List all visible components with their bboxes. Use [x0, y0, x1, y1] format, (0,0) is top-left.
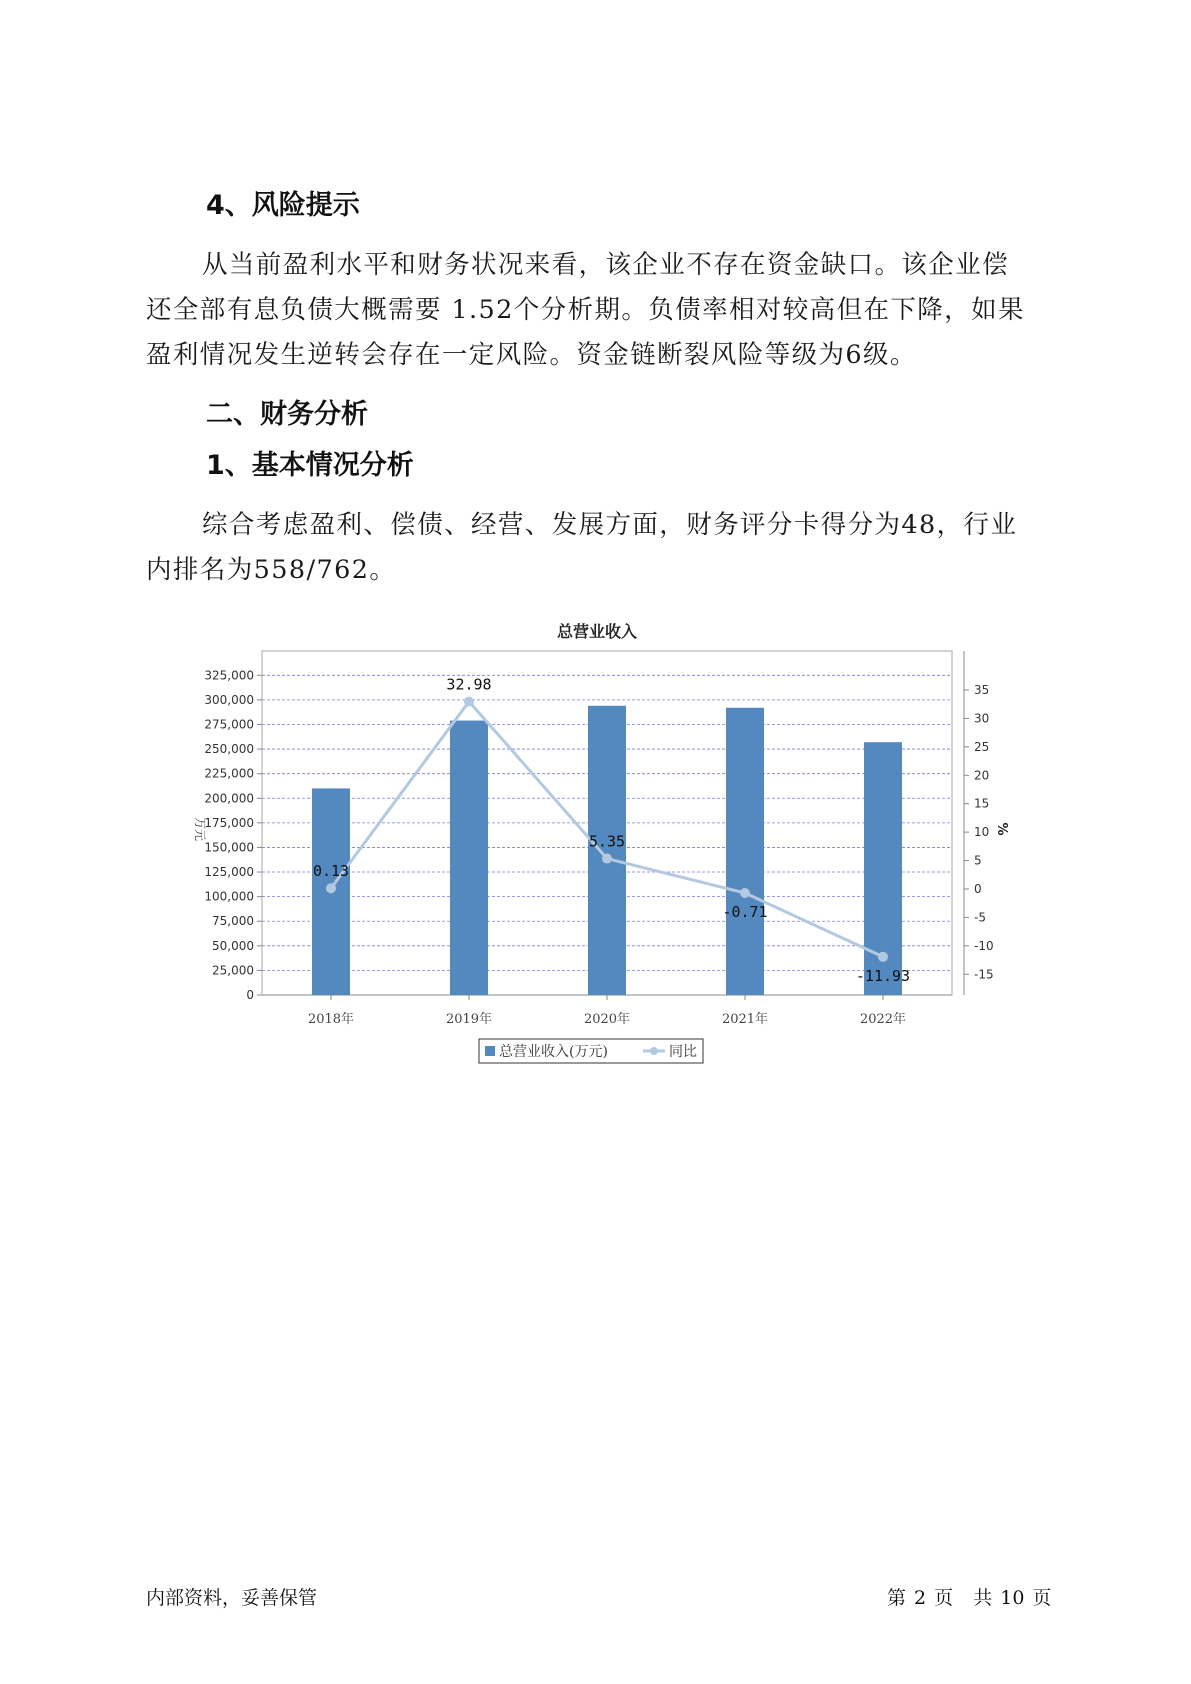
total-label-post: 页: [1032, 1587, 1052, 1609]
page-label-mid: 页: [934, 1587, 954, 1609]
yoy-data-label: 5.35: [588, 832, 626, 851]
yoy-point-4: [878, 952, 888, 962]
yoy-point-3: [740, 888, 750, 898]
y2-tick-label: -5: [974, 910, 986, 925]
legend-bar-label: 总营业收入(万元): [499, 1044, 608, 1060]
y-axis-title: 万元: [193, 816, 207, 842]
total-label-pre: 共: [973, 1587, 993, 1609]
total-pages: 10: [1000, 1587, 1025, 1609]
y2-tick-label: 15: [974, 796, 990, 811]
basic-paragraph: [146, 503, 1066, 593]
basic-heading: 1、基本情况分析: [206, 450, 414, 481]
y-tick-label: 275,000: [204, 717, 254, 732]
y-tick-label: 150,000: [204, 840, 254, 855]
legend-line-label: 同比: [669, 1044, 697, 1060]
y-tick-label: 75,000: [212, 914, 254, 929]
y2-tick-label: 20: [974, 768, 990, 783]
y2-tick-label: 5: [974, 853, 982, 868]
finance-heading: 二、财务分析: [206, 399, 368, 430]
x-tick-label: 2021年: [721, 1012, 769, 1027]
y2-tick-label: 35: [974, 683, 990, 698]
yoy-data-label: 0.13: [312, 862, 350, 881]
basic-line-2: 内排名为558/762。: [146, 555, 397, 585]
y-tick-label: 300,000: [204, 692, 254, 707]
y2-tick-label: -10: [974, 938, 994, 953]
y-tick-label: 325,000: [204, 668, 254, 683]
yoy-data-label: -11.93: [855, 966, 911, 985]
legend-line-marker: [650, 1047, 658, 1055]
x-tick-label: 2022年: [859, 1012, 907, 1027]
page-label-pre: 第: [887, 1587, 907, 1609]
yoy-data-label: -0.71: [722, 903, 768, 922]
footer-page-info: [883, 1583, 1055, 1610]
y2-tick-label: -15: [974, 967, 994, 982]
yoy-point-2: [602, 854, 612, 864]
y-tick-label: 225,000: [204, 766, 254, 781]
chart-title: 总营业收入: [556, 622, 638, 641]
yoy-point-1: [464, 696, 474, 706]
y-tick-label: 125,000: [204, 865, 254, 880]
x-tick-label: 2019年: [445, 1012, 493, 1027]
page-number: 2: [914, 1587, 927, 1609]
risk-paragraph: [146, 243, 1066, 378]
risk-heading: 4、风险提示: [206, 190, 360, 221]
x-tick-label: 2018年: [307, 1012, 355, 1027]
yoy-data-label: 32.98: [446, 675, 492, 694]
legend-bar-swatch: [485, 1046, 495, 1056]
bar-1: [450, 721, 488, 995]
risk-line-2: 还全部有息负债大概需要 1.52个分析期。负债率相对较高但在下降，如果: [146, 295, 1025, 325]
risk-line-1: 从当前盈利水平和财务状况来看，该企业不存在资金缺口。该企业偿: [202, 250, 1010, 280]
y2-tick-label: 30: [974, 711, 990, 726]
y-tick-label: 100,000: [204, 889, 254, 904]
y-tick-label: 175,000: [204, 815, 254, 830]
yoy-point-0: [326, 883, 336, 893]
y2-tick-label: 25: [974, 739, 990, 754]
y2-tick-label: 0: [974, 881, 982, 896]
y-tick-label: 25,000: [212, 963, 254, 978]
y-tick-label: 200,000: [204, 791, 254, 806]
bar-3: [726, 708, 764, 995]
y-tick-label: 50,000: [212, 938, 254, 953]
y2-axis-title: %: [994, 822, 1009, 836]
y-tick-label: 250,000: [204, 742, 254, 757]
footer-left: 内部资料，妥善保管: [146, 1587, 318, 1609]
y2-tick-label: 10: [974, 825, 990, 840]
x-tick-label: 2020年: [583, 1012, 631, 1027]
y-tick-label: 0: [246, 988, 254, 1002]
basic-line-1: 综合考虑盈利、偿债、经营、发展方面，财务评分卡得分为48，行业: [202, 510, 1018, 540]
revenue-chart: [170, 615, 1030, 1085]
risk-line-3: 盈利情况发生逆转会存在一定风险。资金链断裂风险等级为6级。: [146, 340, 917, 370]
